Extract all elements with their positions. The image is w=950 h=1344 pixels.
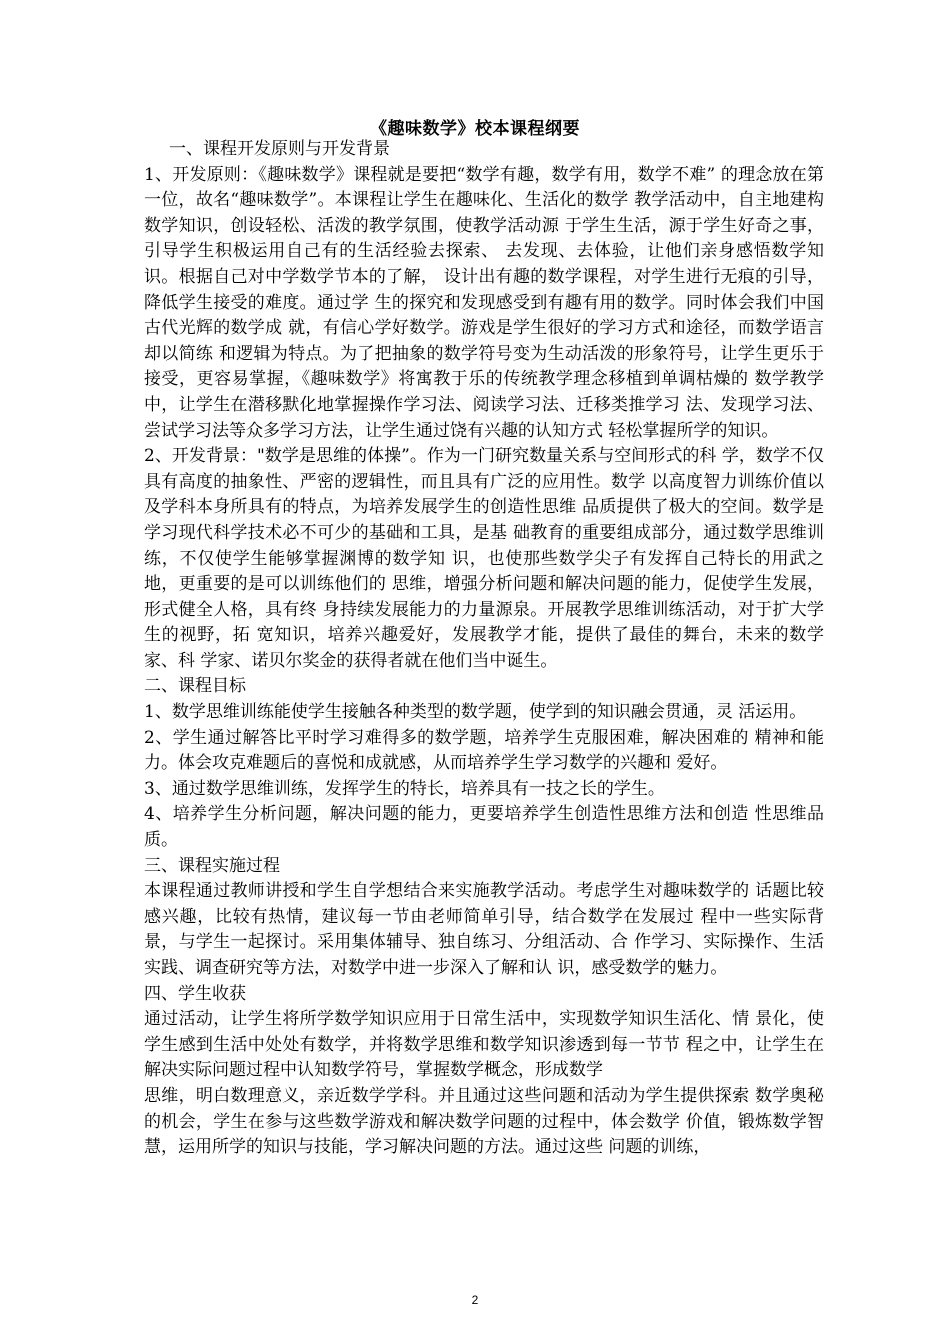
body-paragraph: 1、开发原则：《趣味数学》课程就是要把“数学有趣，数学有用，数学不难” 的理念放在第一位，故名“趣味数学”。本课程让学生在趣味化、生活化的数学 教学活动中，自主地建构数学知识，创设轻松、活泼的教学氛围，使教学活动源 于学生生活，源于学生好奇之事，引导学生积极运用自己有的生活经验去探索、 去发现、去体验，让他们亲身感悟数学知识。根据自己对中学数学节本的了解， 设计出有趣的数学课程，对学生进行无痕的引导，降低学生接受的难度。通过学 生的探究和发现感受到有趣有用的数学。同时体会我们中国古代光辉的数学成 就，有信心学好数学。游戏是学生很好的学习方式和途径，而数学语言却以简练 和逻辑为特点。为了把抽象的数学符号变为生动活泼的形象符号，让学生更乐于 接受，更容易掌握，《趣味数学》将寓教于乐的传统教学理念移植到单调枯燥的 数学教学中，让学生在潜移默化地掌握操作学习法、阅读学习法、迁移类推学习 法、发现学习法、尝试学习法等众多学习方法，让学生通过饶有兴趣的认知方式 轻松掌握所学的知识。 <box>144 164 824 441</box>
body-paragraph: 3、通过数学思维训练，发挥学生的特长，培养具有一技之长的学生。 <box>144 778 665 799</box>
page-number: 2 <box>471 1293 479 1307</box>
section-heading: 四、学生收获 <box>144 983 246 1004</box>
document-body <box>144 137 824 1161</box>
body-paragraph: 思维，明白数理意义，亲近数学学科。并且通过这些问题和活动为学生提供探索 数学奥秘的机会，学生在参与这些数学游戏和解决数学问题的过程中，体会数学 价值，锻炼数学智慧，运用所学的知识与技能，学习解决问题的方法。通过这些 问题的训练， <box>144 1085 824 1158</box>
body-paragraph: 2、开发背景："数学是思维的体操”。作为一门研究数量关系与空间形式的科 学，数学不仅具有高度的抽象性、严密的逻辑性，而且具有广泛的应用性。数学 以高度智力训练价值以及学科本身所具有的特点，为培养发展学生的创造性思维 品质提供了极大的空间。数学是学习现代科学技术必不可少的基础和工具，是基 础教育的重要组成部分，通过数学思维训练，不仅使学生能够掌握渊博的数学知 识，也使那些数学尖子有发挥自己特长的用武之地，更重要的是可以训练他们的 思维，增强分析问题和解决问题的能力，促使学生发展，形式健全人格，具有终 身持续发展能力的力量源泉。开展教学思维训练活动，对于扩大学生的视野，拓 宽知识，培养兴趣爱好，发展教学才能，提供了最佳的舞台，未来的数学家、科 学家、诺贝尔奖金的获得者就在他们当中诞生。 <box>144 446 824 671</box>
body-paragraph: 1、数学思维训练能使学生接触各种类型的数学题，使学到的知识融会贯通，灵 活运用。 <box>144 702 807 723</box>
document-title: 《趣味数学》校本课程纲要 <box>370 119 580 139</box>
body-paragraph: 2、学生通过解答比平时学习难得多的数学题，培养学生克服困难，解决困难的 精神和能力。体会攻克难题后的喜悦和成就感，从而培养学生学习数学的兴趣和 爱好。 <box>144 727 824 774</box>
body-paragraph: 4、培养学生分析问题，解决问题的能力，更要培养学生创造性思维方法和创造 性思维品质。 <box>144 804 824 851</box>
body-paragraph: 通过活动，让学生将所学数学知识应用于日常生活中，实现数学知识生活化、情 景化，使学生感到生活中处处有数学，并将数学思维和数学知识渗透到每一节节 程之中，让学生在解决实际问题过程中认知数学符号，掌握数学概念，形成数学 <box>144 1009 824 1081</box>
body-paragraph: 本课程通过教师讲授和学生自学想结合来实施教学活动。考虑学生对趣味数学的 话题比较感兴趣，比较有热情，建议每一节由老师简单引导，结合数学在发展过 程中一些实际背景，与学生一起探讨。采用集体辅导、独自练习、分组活动、合 作学习、实际操作、生活实践、调查研究等方法，对数学中进一步深入了解和认 识，感受数学的魅力。 <box>144 881 824 978</box>
section-heading: 一、课程开发原则与开发背景 <box>169 139 390 159</box>
section-heading: 三、课程实施过程 <box>144 855 280 876</box>
section-heading: 二、课程目标 <box>144 676 246 697</box>
